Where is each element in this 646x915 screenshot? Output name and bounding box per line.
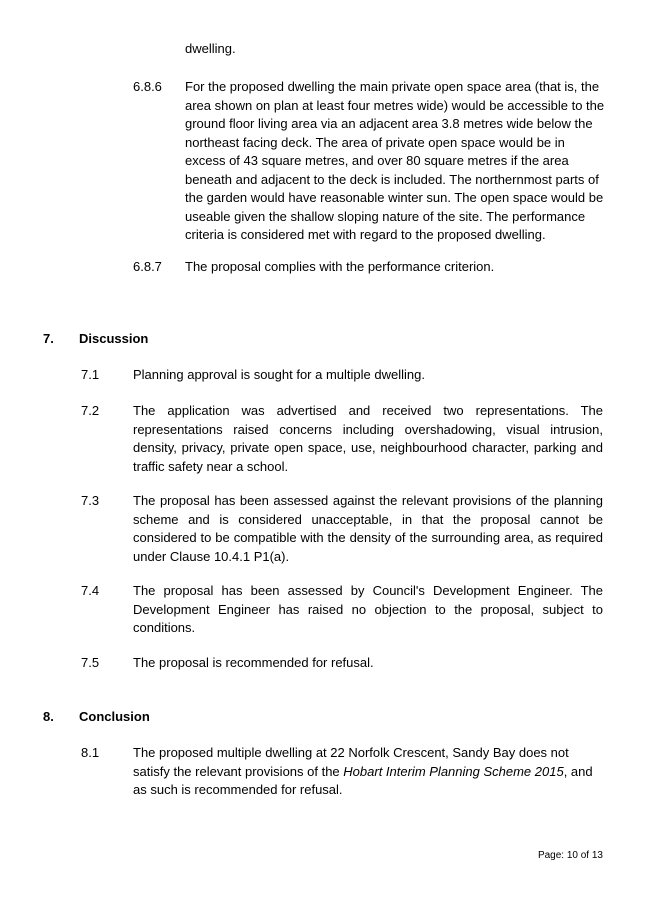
section-number-discussion: 7. bbox=[43, 331, 54, 346]
paragraph-number: 7.4 bbox=[81, 583, 100, 598]
paragraph-text: The proposal has been assessed by Council's Development Engineer. The Development Engineer has raised no objection to the proposal, subject to conditions. bbox=[133, 583, 603, 635]
paragraph-text-after: , and as such is recommended for refusal. bbox=[133, 763, 593, 797]
section-number-conclusion: 8. bbox=[43, 709, 54, 724]
section-title-discussion: Discussion bbox=[79, 331, 149, 346]
paragraph-number: 7.3 bbox=[81, 493, 100, 508]
subsection-number: 6.8.6 bbox=[133, 79, 162, 94]
paragraph-text: The proposal is recommended for refusal. bbox=[133, 655, 374, 670]
page-number: Page: 10 of 13 bbox=[537, 850, 603, 861]
scheme-name-italic: Hobart Interim Planning Scheme 2015 bbox=[343, 763, 564, 779]
paragraph-text: Planning approval is sought for a multiple dwelling. bbox=[133, 367, 425, 382]
subsection-number: 6.8.7 bbox=[133, 259, 162, 274]
paragraph-text: The proposal has been assessed against the relevant provisions of the planning scheme and is considered unacceptable, in that the proposal cannot be considered to be compatible with the density of the surrounding area, as required under Clause 10.4.1 P1(a). bbox=[133, 493, 603, 564]
paragraph-number: 8.1 bbox=[81, 745, 100, 760]
continuation-text: dwelling. bbox=[185, 41, 236, 56]
paragraph-text: The application was advertised and received two representations. The representations raised concerns including overshadowing, visual intrusion, density, privacy, private open space, use, neighbourhood character, parking and traffic safety near a school. bbox=[133, 403, 603, 474]
paragraph-text bbox=[133, 744, 603, 800]
subsection-text: The proposal complies with the performance criterion. bbox=[185, 259, 495, 274]
paragraph-number: 7.1 bbox=[81, 367, 100, 382]
paragraph-text-before: The proposed multiple dwelling at 22 Norfolk Crescent, Sandy Bay does not satisfy the relevant provisions of the bbox=[133, 745, 569, 779]
paragraph-number: 7.2 bbox=[81, 403, 100, 418]
section-title-conclusion: Conclusion bbox=[79, 709, 150, 724]
paragraph-number: 7.5 bbox=[81, 655, 100, 670]
subsection-text: For the proposed dwelling the main private open space area (that is, the area shown on plan at least four metres wide) would be accessible to the ground floor living area via an adjacent area 3.8 metres wide below the northeast facing deck. The area of private open space would be in excess of 43 square metres, and over 80 square metres if the area beneath and adjacent to the deck is included. The northernmost parts of the garden would have reasonable winter sun. The open space would be useable given the shallow sloping nature of the site. The performance criteria is considered met with regard to the proposed dwelling. bbox=[185, 79, 605, 242]
